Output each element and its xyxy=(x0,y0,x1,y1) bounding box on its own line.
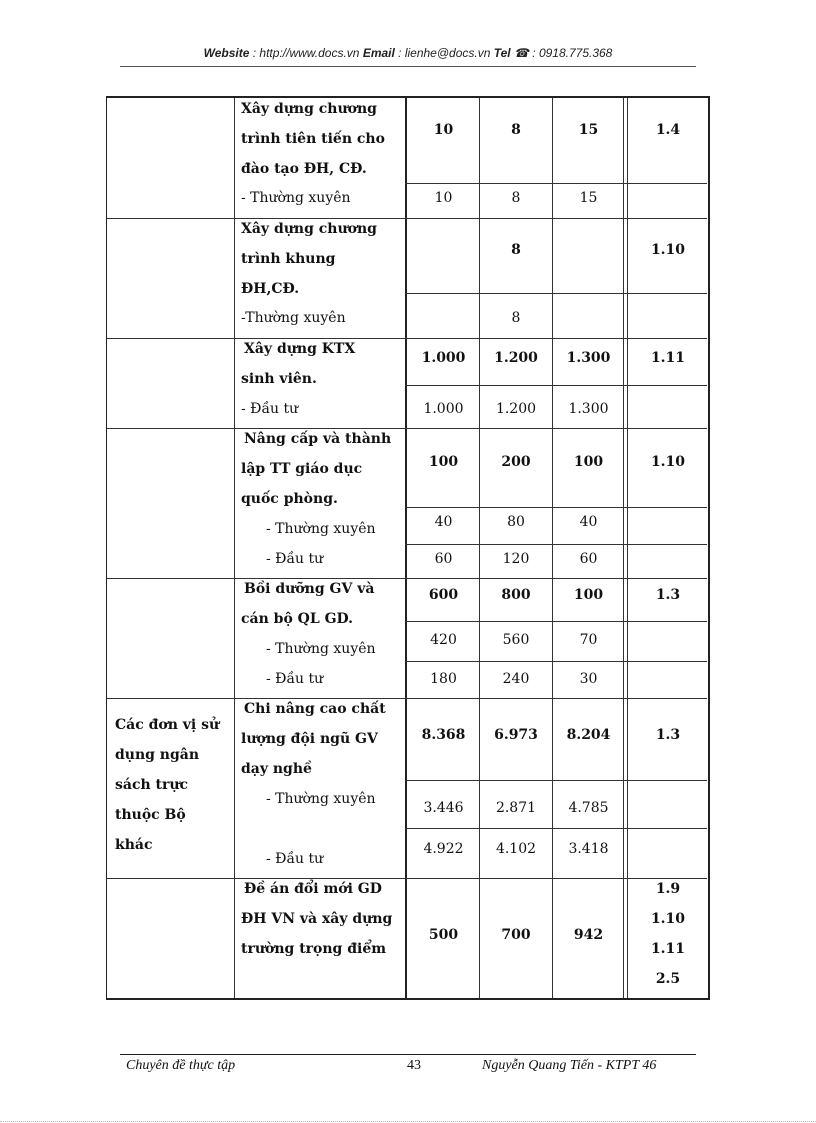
code-cell: 1.9 xyxy=(655,881,681,897)
header-divider xyxy=(120,66,696,67)
sub-divider xyxy=(405,293,707,294)
sub-divider xyxy=(405,780,707,781)
page-number: 43 xyxy=(407,1058,421,1073)
item-line: ĐH,CĐ. xyxy=(241,281,300,297)
value-cell: 100 xyxy=(428,454,459,470)
code-cell: 1.4 xyxy=(655,122,681,138)
item-line: lập TT giáo dục xyxy=(241,461,363,477)
item-line: Nâng cấp và thành xyxy=(244,431,392,447)
item-line: sinh viên. xyxy=(241,371,317,387)
sub-divider xyxy=(405,661,707,662)
sub-label: - Thường xuyên xyxy=(266,521,376,537)
sub-value: 10 xyxy=(434,190,453,206)
sub-divider xyxy=(405,621,707,622)
value-cell: 200 xyxy=(501,454,531,470)
sub-value: 1.200 xyxy=(495,401,537,417)
item-line: trường trọng điểm xyxy=(241,941,387,957)
item-line: quốc phòng. xyxy=(241,491,338,507)
item-line: Xây dựng chương xyxy=(241,221,377,237)
footer-divider xyxy=(120,1054,696,1055)
sub-label: - Đầu tư xyxy=(266,551,324,567)
sub-value: 8 xyxy=(511,190,521,206)
unit-line: dụng ngân xyxy=(115,747,200,763)
value-cell: 10 xyxy=(433,122,454,138)
value-cell: 8 xyxy=(511,122,521,138)
sub-value: 2.871 xyxy=(495,800,537,816)
tel-label: Tel xyxy=(493,46,511,60)
code-cell: 1.11 xyxy=(650,350,686,366)
code-cell: 2.5 xyxy=(655,971,681,987)
item-line: Bồi dưỡng GV và xyxy=(244,581,375,597)
sub-value: 30 xyxy=(579,671,598,687)
sub-label: - Thường xuyên xyxy=(266,641,376,657)
item-line: trình tiên tiến cho xyxy=(241,131,385,147)
value-cell: 1.000 xyxy=(421,350,466,366)
code-cell: 1.3 xyxy=(655,587,681,603)
footer-left: Chuyên đề thực tập xyxy=(126,1058,236,1073)
unit-line: sách trực xyxy=(115,777,189,793)
item-line: cán bộ QL GD. xyxy=(241,611,354,627)
sub-value: 3.418 xyxy=(568,841,609,857)
sub-value: 180 xyxy=(430,671,457,687)
row-divider xyxy=(107,428,707,429)
email-label: Email xyxy=(362,46,395,60)
sub-value: 80 xyxy=(507,514,525,530)
item-line: Xây dựng KTX xyxy=(244,341,356,357)
code-cell: 1.10 xyxy=(650,911,686,927)
row-divider xyxy=(107,698,707,699)
sub-value: 120 xyxy=(502,551,530,567)
phone-icon: ☎ xyxy=(513,46,529,60)
row-divider xyxy=(107,878,707,879)
tel-value: : 0918.775.368 xyxy=(528,46,613,60)
email-value: : lienhe@docs.vn xyxy=(394,46,494,60)
sub-value: 420 xyxy=(430,632,457,648)
code-cell: 1.11 xyxy=(650,941,686,957)
sub-label: - Đầu tư xyxy=(241,401,299,417)
item-line: lượng đội ngũ GV xyxy=(241,731,378,747)
row-divider xyxy=(107,578,707,579)
sub-value: 60 xyxy=(434,551,453,567)
sub-value: 1.000 xyxy=(423,401,464,417)
website-value: : http://www.docs.vn xyxy=(249,46,363,60)
sub-label: - Thường xuyên xyxy=(266,791,376,807)
sub-value: 3.446 xyxy=(423,800,464,816)
sub-value: 60 xyxy=(579,551,598,567)
sub-value: 40 xyxy=(434,514,453,530)
value-cell: 8.204 xyxy=(566,727,611,743)
sub-value: 560 xyxy=(502,632,530,648)
sub-value: 70 xyxy=(579,632,598,648)
item-line: Xây dựng chương xyxy=(241,101,377,117)
item-line: Chi nâng cao chất xyxy=(244,701,386,717)
website-label: Website xyxy=(203,46,250,60)
row-divider xyxy=(107,218,707,219)
sub-value: 8 xyxy=(511,310,521,326)
sub-value: 4.785 xyxy=(568,800,609,816)
unit-line: Các đơn vị sử xyxy=(115,717,220,733)
code-cell: 1.10 xyxy=(650,454,686,470)
col-divider-5b xyxy=(627,98,628,998)
footer-right: Nguyễn Quang Tiến - KTPT 46 xyxy=(482,1058,657,1073)
value-cell: 100 xyxy=(573,587,604,603)
item-line: dạy nghề xyxy=(241,761,312,777)
value-cell: 6.973 xyxy=(494,727,538,743)
value-cell: 1.200 xyxy=(494,350,538,366)
value-cell: 8.368 xyxy=(421,727,466,743)
page-edge xyxy=(0,1121,816,1122)
item-line: Đề án đổi mới GD xyxy=(244,881,382,897)
value-cell: 800 xyxy=(501,587,531,603)
col-divider-1 xyxy=(234,98,235,998)
value-cell: 15 xyxy=(578,122,599,138)
value-cell: 500 xyxy=(428,927,459,943)
sub-value: 4.102 xyxy=(495,841,537,857)
budget-table xyxy=(106,96,710,1000)
unit-line: thuộc Bộ xyxy=(115,807,186,823)
sub-value: 15 xyxy=(579,190,598,206)
value-cell: 8 xyxy=(511,242,521,258)
value-cell: 600 xyxy=(428,587,459,603)
sub-label: -Thường xuyên xyxy=(241,310,346,326)
value-cell: 942 xyxy=(573,927,604,943)
page-header xyxy=(120,46,696,60)
sub-divider xyxy=(405,828,707,829)
sub-value: 1.300 xyxy=(568,401,609,417)
sub-value: 240 xyxy=(502,671,530,687)
value-cell: 700 xyxy=(501,927,531,943)
sub-value: 4.922 xyxy=(423,841,464,857)
code-cell: 1.3 xyxy=(655,727,681,743)
item-line: trình khung xyxy=(241,251,336,267)
row-divider xyxy=(107,338,707,339)
sub-divider xyxy=(405,385,707,386)
item-line: đào tạo ĐH, CĐ. xyxy=(241,161,367,177)
item-line: ĐH VN và xây dựng xyxy=(241,911,393,927)
sub-label: - Đầu tư xyxy=(266,851,324,867)
sub-value: 40 xyxy=(579,514,598,530)
code-cell: 1.10 xyxy=(650,242,686,258)
value-cell: 1.300 xyxy=(566,350,611,366)
unit-line: khác xyxy=(115,837,153,853)
sub-label: - Đầu tư xyxy=(266,671,324,687)
value-cell: 100 xyxy=(573,454,604,470)
sub-label: - Thường xuyên xyxy=(241,190,351,206)
